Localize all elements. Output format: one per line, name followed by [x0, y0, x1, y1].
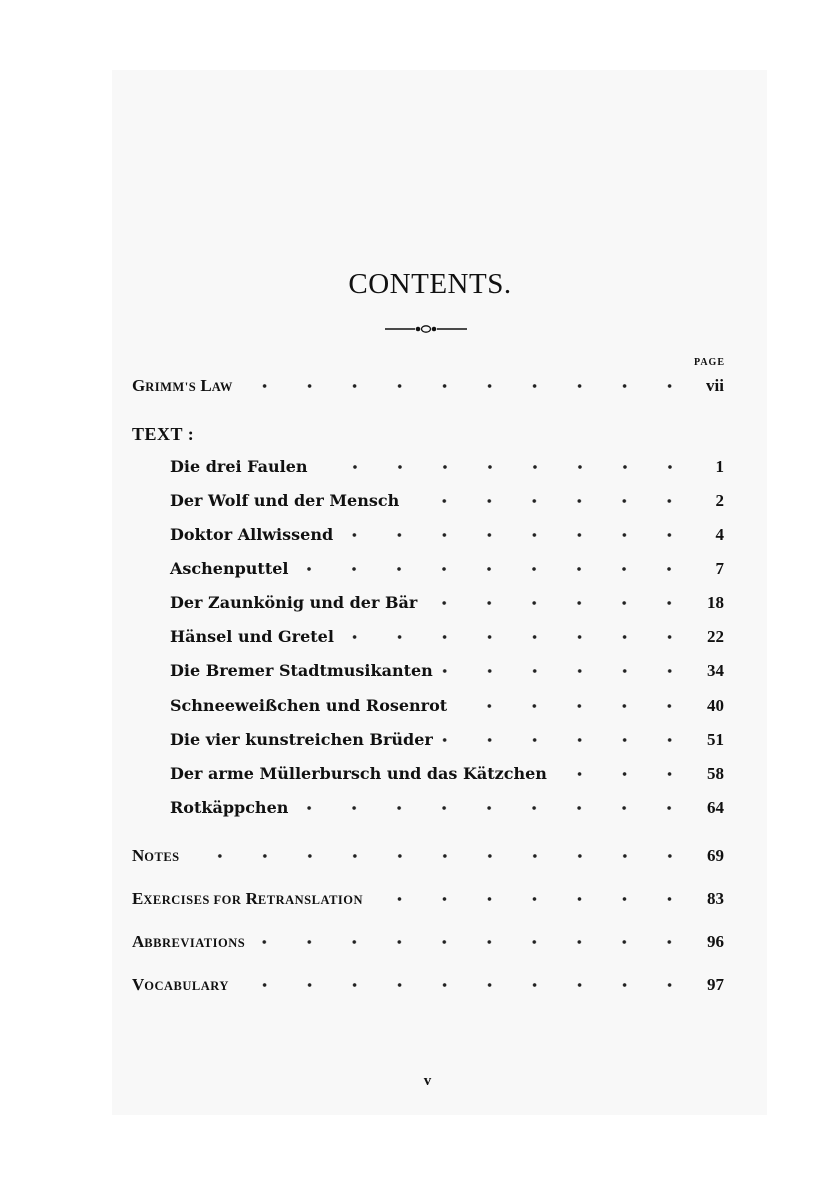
dot-leader	[253, 937, 692, 947]
dot-leader	[241, 381, 692, 391]
entry-page-number: 40	[707, 696, 724, 715]
section-heading-text: TEXT :	[132, 424, 195, 444]
dot-leader	[296, 803, 692, 813]
story-title: Der Zaunkönig und der Bär	[170, 593, 418, 612]
toc-entry-story[interactable]	[170, 764, 724, 788]
page-folio: v	[423, 1073, 432, 1089]
dot-leader	[555, 769, 692, 779]
page-column-header: PAGE	[693, 357, 725, 368]
toc-entry-story[interactable]	[170, 593, 724, 617]
toc-entry-story[interactable]	[170, 525, 724, 549]
toc-entry-story[interactable]	[170, 559, 724, 583]
toc-entry-exercises[interactable]	[132, 889, 724, 913]
dot-leader	[342, 632, 692, 642]
entry-page-number: 97	[707, 975, 724, 994]
story-title: Der arme Müllerbursch und das Kätzchen	[170, 764, 547, 783]
entry-label: VOCABULARY	[132, 975, 229, 994]
toc-entry-story[interactable]	[170, 730, 724, 754]
dot-leader	[455, 701, 692, 711]
entry-label: EXERCISES FOR RETRANSLATION	[132, 889, 364, 908]
toc-entry-grimms-law[interactable]	[132, 376, 724, 400]
entry-page-number: 96	[707, 932, 724, 951]
toc-entry-vocabulary[interactable]	[132, 975, 724, 999]
dot-leader	[441, 666, 692, 676]
dot-leader	[188, 851, 692, 861]
toc-entry-notes[interactable]	[132, 846, 724, 870]
toc-entry-story[interactable]	[170, 696, 724, 720]
entry-page-number: 1	[715, 457, 724, 476]
toc-entry-story[interactable]	[170, 491, 724, 515]
story-title: Die vier kunstreichen Brüder	[170, 730, 433, 749]
dot-leader	[371, 894, 692, 904]
entry-label: NOTES	[132, 846, 180, 865]
page-title: CONTENTS.	[348, 268, 512, 300]
story-title: Die Bremer Stadtmusikanten	[170, 661, 433, 680]
entry-page-number: 22	[707, 627, 724, 646]
entry-page-number: 34	[707, 661, 724, 680]
entry-page-number: 51	[707, 730, 724, 749]
entry-page-number: 7	[715, 559, 724, 578]
toc-entry-story[interactable]	[170, 457, 724, 481]
dot-leader	[341, 530, 692, 540]
entry-page-number: 83	[707, 889, 724, 908]
story-title: Die drei Faulen	[170, 457, 308, 476]
entry-label: GRIMM'S LAW	[132, 376, 233, 395]
story-title: Schneeweißchen und Rosenrot	[170, 696, 448, 715]
entry-label: ABBREVIATIONS	[132, 932, 246, 951]
entry-page-number: 4	[715, 525, 724, 544]
ornament-divider	[385, 322, 467, 336]
dot-leader	[316, 462, 692, 472]
entry-page-number: vii	[706, 376, 724, 395]
dot-leader	[425, 598, 692, 608]
entry-page-number: 69	[707, 846, 724, 865]
dot-leader	[237, 980, 692, 990]
dot-leader	[407, 496, 692, 506]
toc-entry-story[interactable]	[170, 661, 724, 685]
dot-leader	[441, 735, 692, 745]
toc-entry-story[interactable]	[170, 798, 724, 822]
story-title: Rotkäppchen	[170, 798, 289, 817]
entry-page-number: 64	[707, 798, 724, 817]
dot-leader	[296, 564, 692, 574]
toc-entry-story[interactable]	[170, 627, 724, 651]
entry-page-number: 2	[715, 491, 724, 510]
entry-page-number: 18	[707, 593, 724, 612]
story-title: Hänsel und Gretel	[170, 627, 334, 646]
entry-page-number: 58	[707, 764, 724, 783]
story-title: Doktor Allwissend	[170, 525, 334, 544]
story-title: Aschenputtel	[170, 559, 289, 578]
toc-entry-abbreviations[interactable]	[132, 932, 724, 956]
story-title: Der Wolf und der Mensch	[170, 491, 400, 510]
